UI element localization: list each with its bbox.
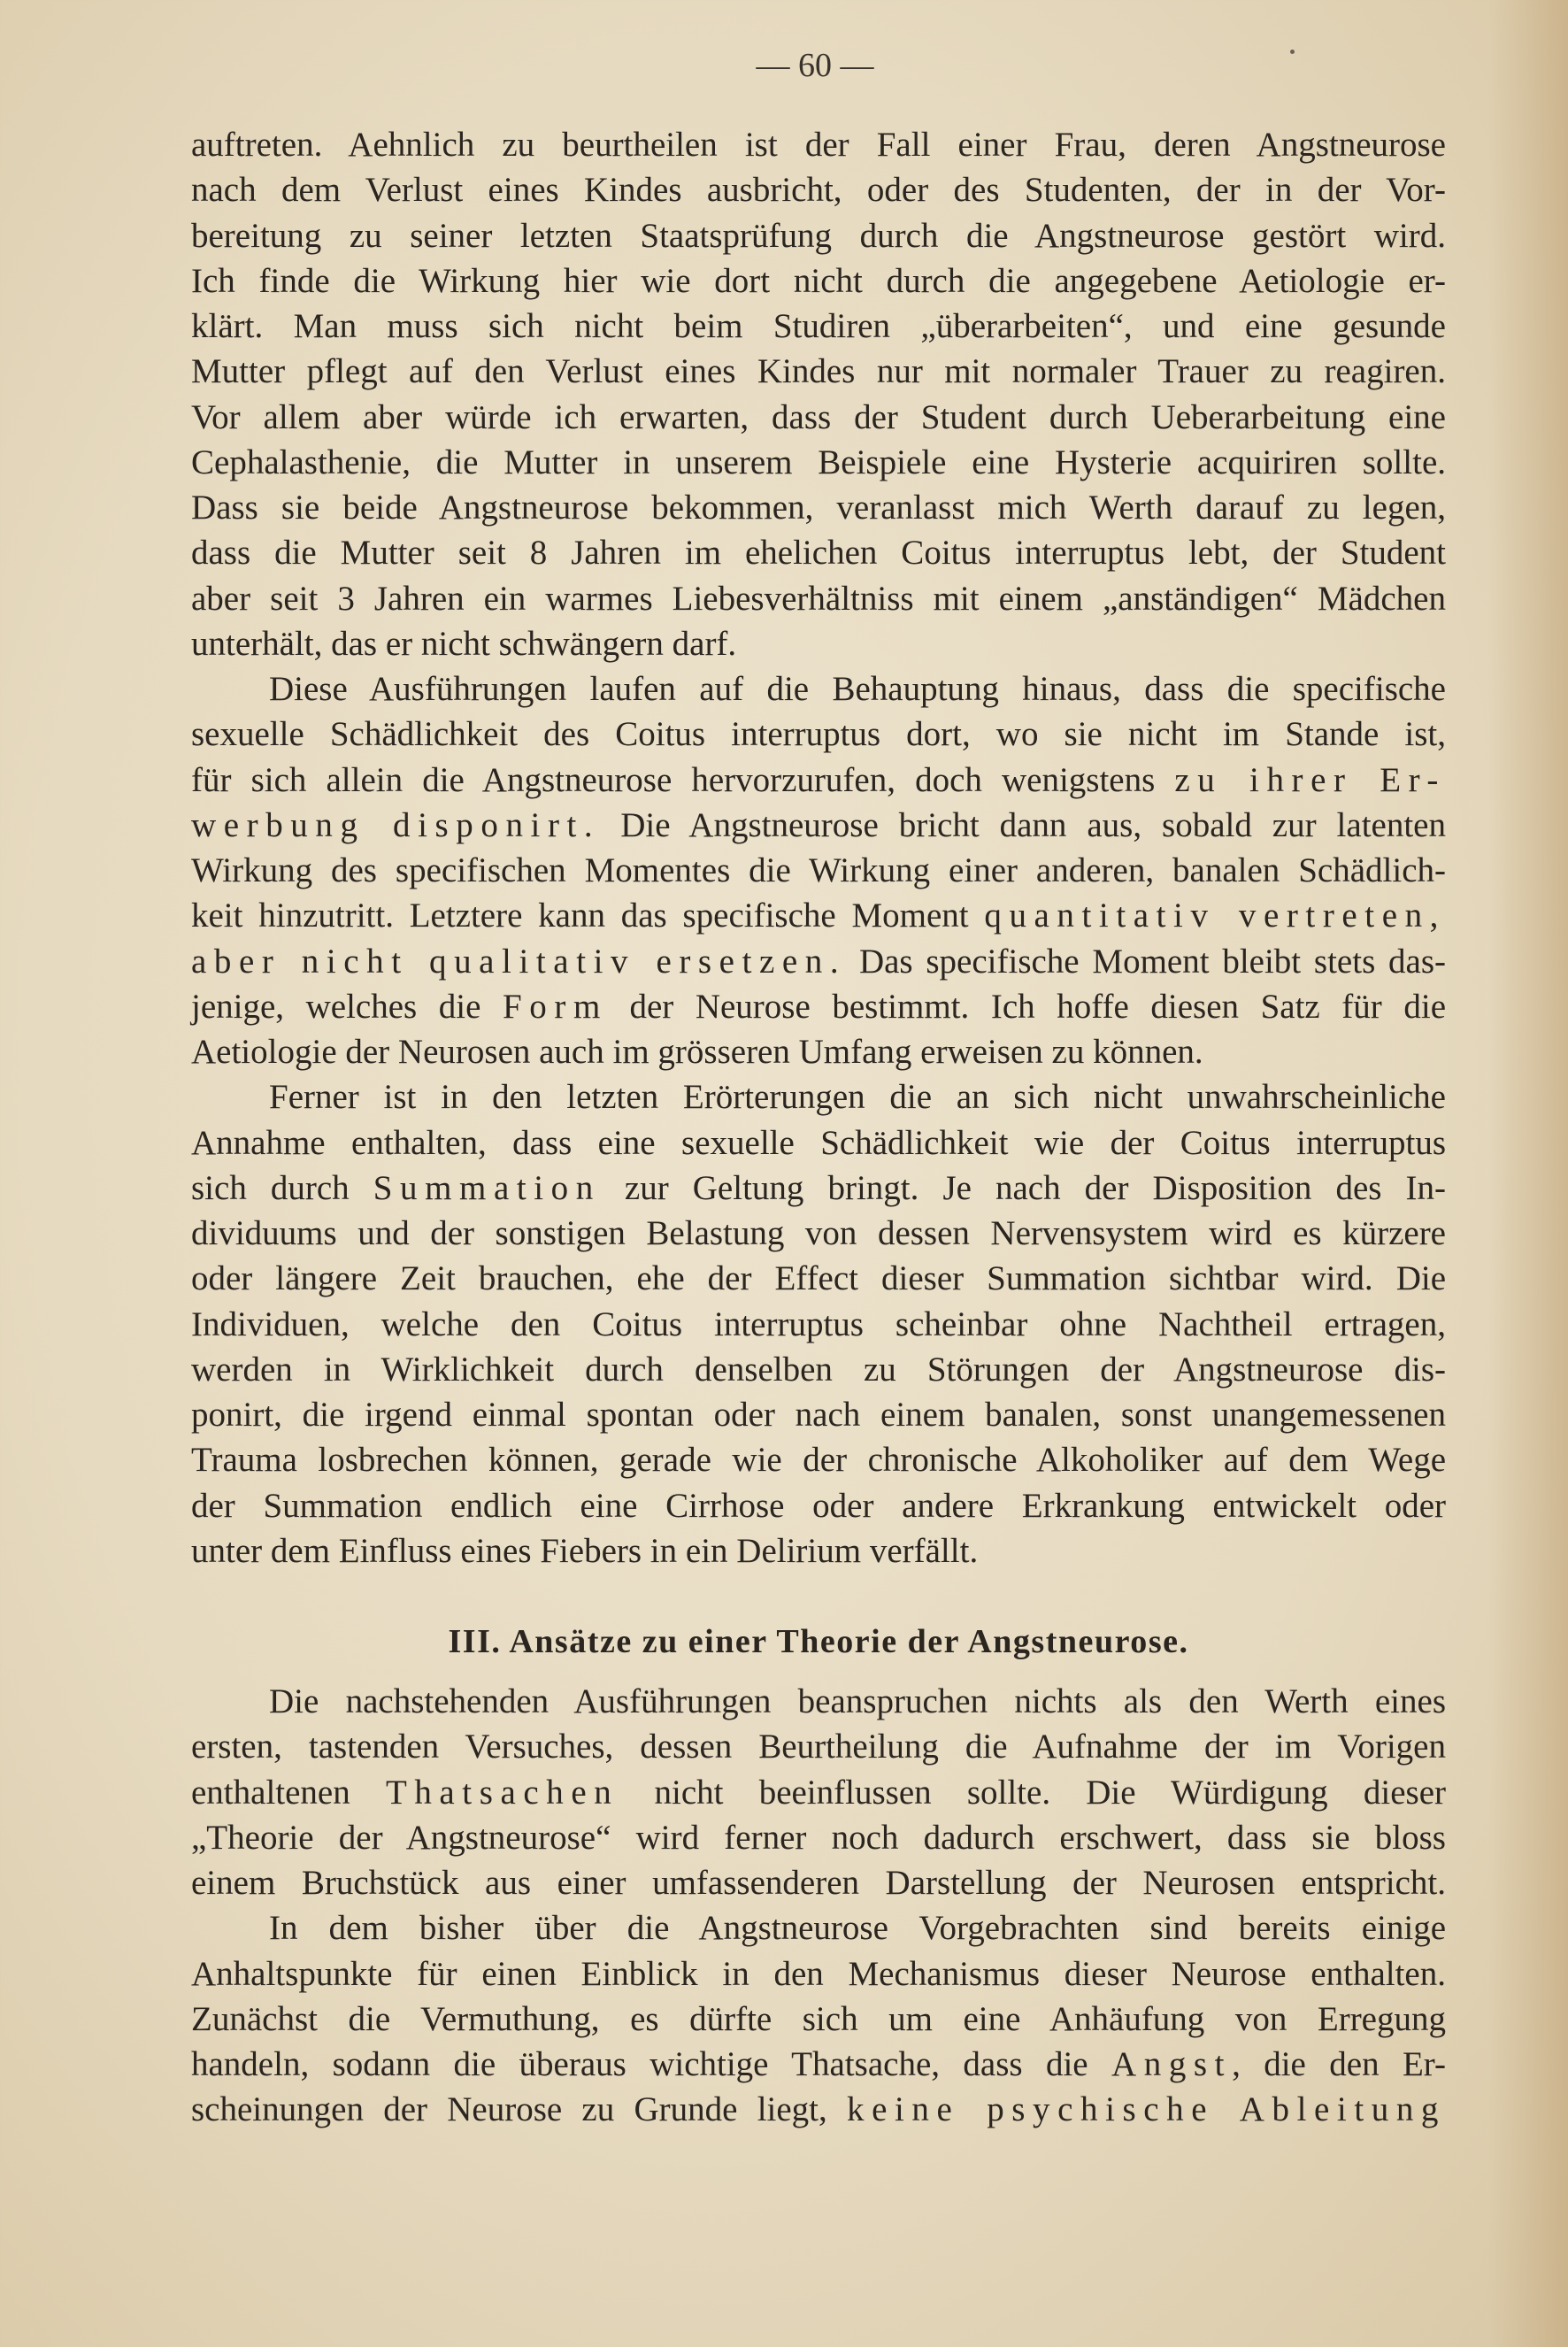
text-line [191, 1211, 1446, 1256]
text-line [191, 122, 1446, 167]
text-line [191, 1302, 1446, 1347]
text-line [191, 530, 1446, 575]
text-line [191, 984, 1446, 1029]
text-line [191, 1029, 1446, 1074]
text-segment: Die Angstneurose bricht dann aus, sobald zur latenten [600, 805, 1446, 844]
ink-speck [1290, 50, 1295, 54]
text-segment: für sich allein die Angstneurose hervorzurufen, doch wenigstens [191, 760, 1175, 799]
text-segment: sich durch [191, 1168, 373, 1207]
text-line [191, 2042, 1446, 2087]
text-line [191, 1347, 1446, 1392]
text-segment: Ferner ist in den letzten Erörterungen die an sich nicht unwahrscheinliche [269, 1078, 1446, 1117]
text-segment: Diese Ausführungen laufen auf die Behauptung hinaus, dass die specifische [269, 670, 1446, 708]
text-segment: einem Bruchstück aus einer umfassenderen Darstellung der Neurosen entspricht. [191, 1864, 1446, 1902]
text-segment: Zunächst die Vermuthung, es dürfte sich um eine Anhäufung von Erregung [191, 1999, 1446, 2038]
text-segment: scheinungen der Neurose zu Grunde liegt, [191, 2090, 848, 2129]
text-line [191, 1483, 1446, 1528]
text-segment: Trauma losbrechen können, gerade wie der chronische Alkoholiker auf dem Wege [191, 1441, 1446, 1480]
text-segment: Vor allem aber würde ich erwarten, dass der Student durch Ueberarbeitung eine [191, 397, 1446, 436]
text-segment: zur Geltung bringt. Je nach der Disposition des In- [600, 1168, 1446, 1207]
text-segment: dass die Mutter seit 8 Jahren im ehelichen Coitus interruptus lebt, der Student [191, 534, 1446, 573]
text-line [191, 1437, 1446, 1482]
text-segment: unter dem Einfluss eines Fiebers in ein Delirium verfällt. [191, 1531, 979, 1570]
page-number: — 60 — [756, 47, 874, 84]
text-line [191, 485, 1446, 530]
body-text-upper [191, 122, 1446, 1574]
text-segment: nach dem Verlust eines Kindes ausbricht, oder des Studenten, der in der Vor- [191, 171, 1446, 210]
text-segment: klärt. Man muss sich nicht beim Studiren „überarbeiten“, und eine gesunde [191, 307, 1446, 345]
text-segment: dividuums und der sonstigen Belastung von dessen Nervensystem wird es kürzere [191, 1214, 1446, 1252]
text-line [191, 1392, 1446, 1437]
text-segment: unterhält, das er nicht schwängern darf. [191, 624, 737, 663]
text-line [191, 1120, 1446, 1166]
text-line [191, 712, 1446, 757]
text-line [191, 893, 1446, 938]
text-segment: „Theorie der Angstneurose“ wird ferner noch dadurch erschwert, dass sie bloss [191, 1818, 1446, 1857]
text-segment: Die nachstehenden Ausführungen beanspruchen nichts als den Werth eines [269, 1682, 1446, 1720]
text-line [191, 1679, 1446, 1724]
text-line [191, 395, 1446, 440]
text-segment: In dem bisher über die Angstneurose Vorgebrachten sind bereits einige [269, 1909, 1446, 1948]
text-segment: werden in Wirklichkeit durch denselben zu Störungen der Angstneurose dis- [191, 1350, 1446, 1389]
spaced-emphasis-text: quantitativ vertreten, [984, 896, 1446, 935]
text-line [191, 2087, 1446, 2132]
text-segment: bereitung zu seiner letzten Staatsprüfung durch die Angstneurose gestört wird. [191, 216, 1446, 255]
text-line [191, 1860, 1446, 1905]
text-line [191, 1951, 1446, 1997]
text-line [191, 1528, 1446, 1574]
text-segment: Mutter pflegt auf den Verlust eines Kindes nur mit normaler Trauer zu reagiren. [191, 352, 1446, 391]
text-line [191, 1997, 1446, 2042]
text-segment: Ich finde die Wirkung hier wie dort nicht durch die angegebene Aetiologie er- [191, 261, 1446, 300]
text-segment: ponirt, die irgend einmal spontan oder nach einem banalen, sonst unangemessenen [191, 1396, 1446, 1434]
spaced-emphasis-text: zu ihrer Er- [1174, 760, 1446, 799]
text-segment: nicht beeinflussen sollte. Die Würdigung dieser [619, 1773, 1446, 1812]
text-segment: aber seit 3 Jahren ein warmes Liebesverhältniss mit einem „anständigen“ Mädchen [191, 579, 1446, 618]
text-line [191, 803, 1446, 848]
text-line [191, 349, 1446, 394]
text-segment: Anhaltspunkte für einen Einblick in den Mechanismus dieser Neurose enthalten. [191, 1954, 1446, 1993]
text-line [191, 1815, 1446, 1860]
text-line [191, 1770, 1446, 1815]
text-line [191, 576, 1446, 621]
text-line [191, 758, 1446, 803]
spaced-emphasis-text: Angst [1111, 2045, 1233, 2083]
body-text-lower [191, 1679, 1446, 2133]
spaced-emphasis-text: Form [503, 987, 608, 1026]
text-line [191, 1905, 1446, 1951]
text-segment: der Neurose bestimmt. Ich hoffe diesen Satz für die [607, 987, 1447, 1026]
text-segment: Das specifische Moment bleibt stets das- [846, 942, 1446, 981]
text-segment: Aetiologie der Neurosen auch im grösseren Umfang erweisen zu können. [191, 1033, 1203, 1071]
text-segment: sexuelle Schädlichkeit des Coitus interruptus dort, wo sie nicht im Stande ist, [191, 715, 1446, 754]
spaced-emphasis-text: aber nicht qualitativ ersetzen. [191, 942, 847, 981]
text-line [191, 939, 1446, 984]
spaced-emphasis-text: keine psychische Ableitung [847, 2090, 1446, 2129]
text-line [191, 1256, 1446, 1301]
spaced-emphasis-text: Summation [373, 1168, 601, 1207]
section-heading: III. Ansätze zu einer Theorie der Angstneurose. [448, 1623, 1189, 1660]
text-segment: jenige, welches die [191, 987, 503, 1026]
spaced-emphasis-text: werbung disponirt. [191, 805, 601, 844]
text-line [191, 1074, 1446, 1120]
text-line [191, 167, 1446, 212]
page-edge-shadow [1488, 0, 1568, 2347]
text-line [191, 258, 1446, 304]
text-segment: oder längere Zeit brauchen, ehe der Effect dieser Summation sichtbar wird. Die [191, 1259, 1446, 1298]
text-segment: keit hinzutritt. Letztere kann das specifische Moment [191, 896, 985, 935]
text-line [191, 1166, 1446, 1211]
text-line [191, 213, 1446, 258]
text-line [191, 1724, 1446, 1769]
text-segment: enthaltenen [191, 1773, 386, 1812]
text-line [191, 304, 1446, 349]
text-line [191, 666, 1446, 712]
text-line [191, 621, 1446, 666]
text-segment: Annahme enthalten, dass eine sexuelle Schädlichkeit wie der Coitus interruptus [191, 1123, 1446, 1162]
text-segment: handeln, sodann die überaus wichtige Thatsache, dass die [191, 2045, 1111, 2083]
text-segment: Dass sie beide Angstneurose bekommen, veranlasst mich Werth darauf zu legen, [191, 489, 1446, 527]
text-line [191, 848, 1446, 893]
text-segment: der Summation endlich eine Cirrhose oder andere Erkrankung entwickelt oder [191, 1486, 1446, 1525]
text-segment: Wirkung des specifischen Momentes die Wirkung einer anderen, banalen Schädlich- [191, 851, 1446, 889]
text-segment: Cephalasthenie, die Mutter in unserem Beispiele eine Hysterie acquiriren sollte. [191, 442, 1446, 481]
text-segment: Individuen, welche den Coitus interruptus scheinbar ohne Nachtheil ertragen, [191, 1304, 1446, 1343]
text-segment: , die den Er- [1232, 2045, 1446, 2083]
spaced-emphasis-text: Thatsachen [385, 1773, 619, 1812]
text-segment: auftreten. Aehnlich zu beurtheilen ist der Fall einer Frau, deren Angstneurose [191, 126, 1446, 164]
text-line [191, 440, 1446, 485]
text-segment: ersten, tastenden Versuches, dessen Beurtheilung die Aufnahme der im Vorigen [191, 1728, 1446, 1766]
